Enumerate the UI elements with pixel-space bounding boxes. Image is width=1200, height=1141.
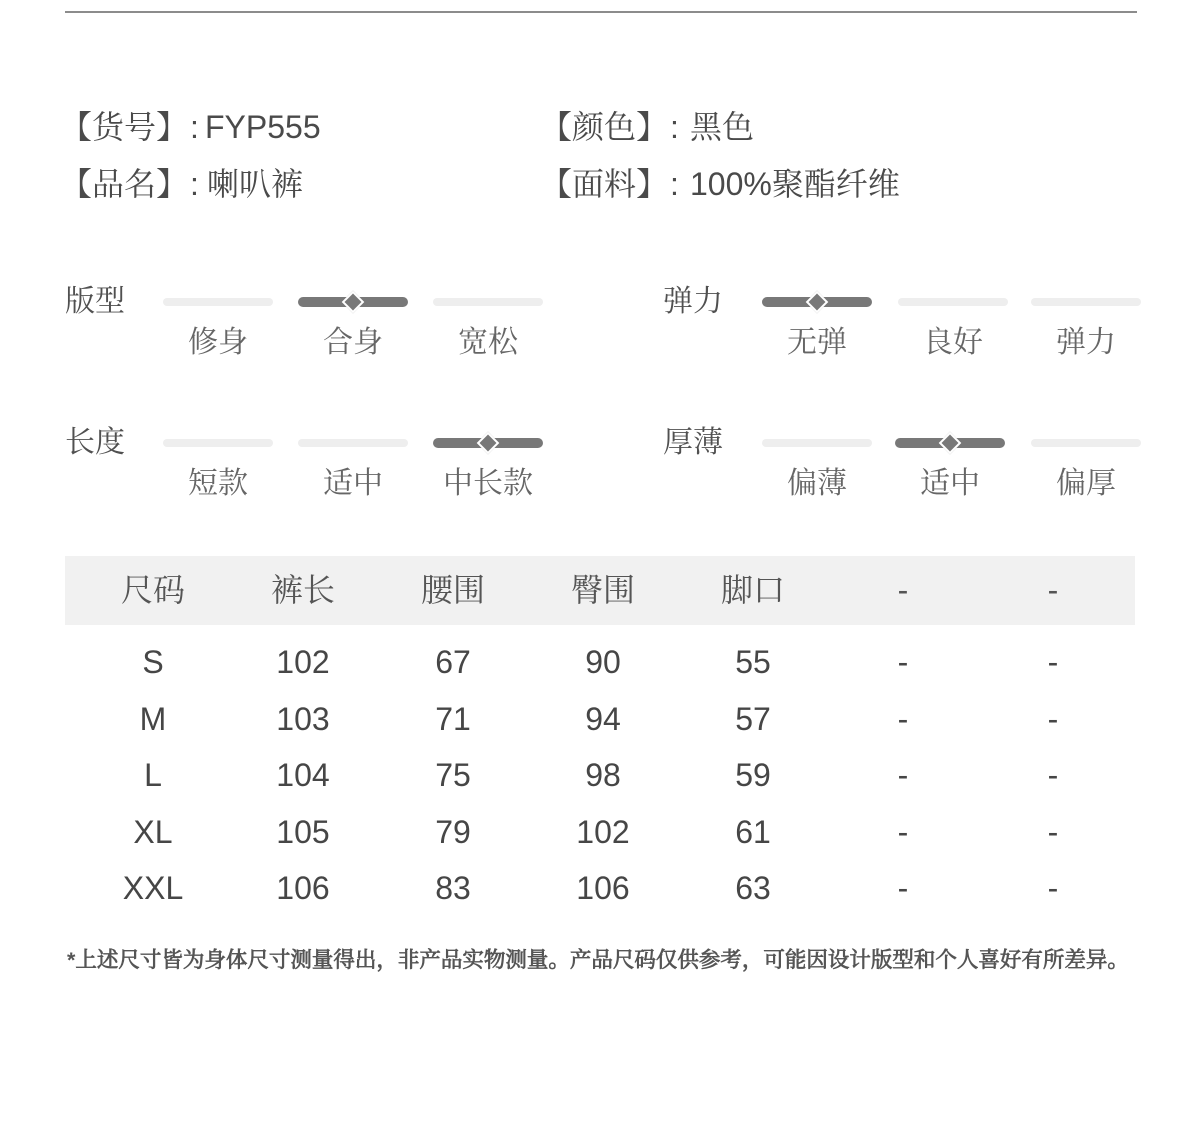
item-number-label: 【货号】 bbox=[60, 109, 189, 145]
length-attribute bbox=[65, 423, 565, 513]
fit-option-label: 修身 bbox=[188, 326, 248, 359]
cell-pants-length: 104 bbox=[276, 757, 330, 793]
stretch-level-track bbox=[898, 298, 1008, 306]
length-level-track bbox=[163, 439, 273, 447]
stretch-attribute bbox=[663, 282, 1163, 372]
thickness-option-label: 适中 bbox=[920, 467, 980, 500]
cell-blank: - bbox=[897, 870, 909, 906]
item-number-separator: : bbox=[190, 109, 199, 145]
length-level-track bbox=[298, 439, 408, 447]
cell-hip: 90 bbox=[585, 644, 621, 680]
cell-hem: 59 bbox=[735, 757, 771, 793]
thickness-title: 厚薄 bbox=[663, 426, 723, 459]
fit-option-label: 宽松 bbox=[458, 326, 518, 359]
cell-pants-length: 102 bbox=[276, 644, 330, 680]
product-name-value: 喇叭裤 bbox=[207, 166, 304, 202]
cell-waist: 67 bbox=[435, 644, 471, 680]
cell-hip: 106 bbox=[576, 870, 630, 906]
header-cell-hip: 臀围 bbox=[570, 572, 635, 608]
cell-blank: - bbox=[1047, 700, 1059, 737]
cell-hip: 94 bbox=[585, 700, 621, 737]
thickness-option-label: 偏厚 bbox=[1056, 467, 1116, 500]
size-table-header bbox=[65, 556, 1135, 625]
table-row bbox=[65, 747, 1135, 804]
fabric-field bbox=[540, 164, 1060, 204]
thickness-level-track bbox=[1031, 439, 1141, 447]
stretch-option-label: 良好 bbox=[923, 326, 983, 359]
cell-size: XXL bbox=[122, 870, 184, 906]
product-name-label: 【品名】 bbox=[60, 166, 189, 202]
thickness-attribute bbox=[663, 423, 1163, 513]
cell-hem: 63 bbox=[735, 870, 771, 906]
table-row bbox=[65, 860, 1135, 917]
item-number-field bbox=[60, 107, 580, 147]
size-disclaimer-note: *上述尺寸皆为身体尺寸测量得出，非产品实物测量。产品尺码仅供参考，可能因设计版型和个人喜好有所差异。 bbox=[67, 948, 1129, 972]
cell-blank: - bbox=[897, 757, 909, 793]
colour-field bbox=[540, 107, 1060, 147]
thickness-level-track bbox=[762, 439, 872, 447]
header-cell-pants-length: 裤长 bbox=[270, 572, 335, 608]
table-row bbox=[65, 634, 1135, 691]
fit-option-label: 合身 bbox=[323, 326, 383, 359]
product-name-separator: : bbox=[190, 166, 199, 202]
stretch-title: 弹力 bbox=[663, 285, 723, 318]
thickness-level-track bbox=[895, 438, 1005, 448]
length-option-label: 适中 bbox=[323, 467, 383, 500]
cell-blank: - bbox=[1047, 757, 1059, 793]
header-cell-blank: - bbox=[1047, 572, 1059, 608]
cell-hem: 57 bbox=[735, 700, 771, 737]
fabric-label: 【面料】 bbox=[540, 166, 669, 202]
cell-waist: 83 bbox=[435, 870, 471, 906]
stretch-option-label: 无弹 bbox=[787, 326, 847, 359]
stretch-level-track bbox=[1031, 298, 1141, 306]
cell-pants-length: 105 bbox=[276, 813, 330, 850]
length-option-label: 短款 bbox=[188, 467, 248, 500]
cell-waist: 71 bbox=[435, 700, 471, 737]
item-number-value: FYP555 bbox=[205, 109, 321, 145]
header-cell-size: 尺码 bbox=[120, 572, 185, 608]
cell-size: S bbox=[142, 644, 164, 680]
fit-level-track bbox=[433, 298, 543, 306]
cell-waist: 79 bbox=[435, 813, 471, 850]
fabric-value: 100%聚酯纤维 bbox=[690, 166, 900, 202]
product-name-field bbox=[60, 164, 580, 204]
cell-waist: 75 bbox=[435, 757, 471, 793]
table-row bbox=[65, 691, 1135, 748]
top-divider bbox=[65, 11, 1137, 13]
fit-level-track bbox=[163, 298, 273, 306]
length-level-track bbox=[433, 438, 543, 448]
cell-blank: - bbox=[1047, 813, 1059, 850]
size-table-body bbox=[65, 634, 1135, 917]
cell-pants-length: 103 bbox=[276, 700, 330, 737]
colour-value: 黑色 bbox=[690, 109, 755, 145]
cell-hip: 102 bbox=[576, 813, 630, 850]
cell-size: XL bbox=[133, 813, 173, 850]
cell-size: M bbox=[139, 700, 167, 737]
length-option-label: 中长款 bbox=[443, 467, 533, 500]
cell-size: L bbox=[144, 757, 162, 793]
cell-blank: - bbox=[1047, 644, 1059, 680]
cell-blank: - bbox=[897, 813, 909, 850]
cell-hem: 55 bbox=[735, 644, 771, 680]
cell-hem: 61 bbox=[735, 813, 771, 850]
table-row bbox=[65, 804, 1135, 861]
header-cell-waist: 腰围 bbox=[420, 572, 485, 608]
cell-blank: - bbox=[897, 700, 909, 737]
length-title: 长度 bbox=[65, 426, 125, 459]
colour-label: 【颜色】 bbox=[540, 109, 669, 145]
fabric-separator: : bbox=[670, 166, 679, 202]
stretch-option-label: 弹力 bbox=[1056, 326, 1116, 359]
fit-attribute bbox=[65, 282, 565, 372]
cell-blank: - bbox=[1047, 870, 1059, 906]
stretch-level-track bbox=[762, 297, 872, 307]
header-cell-blank: - bbox=[897, 572, 909, 608]
fit-level-track bbox=[298, 297, 408, 307]
cell-blank: - bbox=[897, 644, 909, 680]
thickness-option-label: 偏薄 bbox=[787, 467, 847, 500]
cell-hip: 98 bbox=[585, 757, 621, 793]
fit-title: 版型 bbox=[65, 285, 125, 318]
colour-separator: : bbox=[670, 109, 679, 145]
cell-pants-length: 106 bbox=[276, 870, 330, 906]
header-cell-hem: 脚口 bbox=[720, 572, 785, 608]
